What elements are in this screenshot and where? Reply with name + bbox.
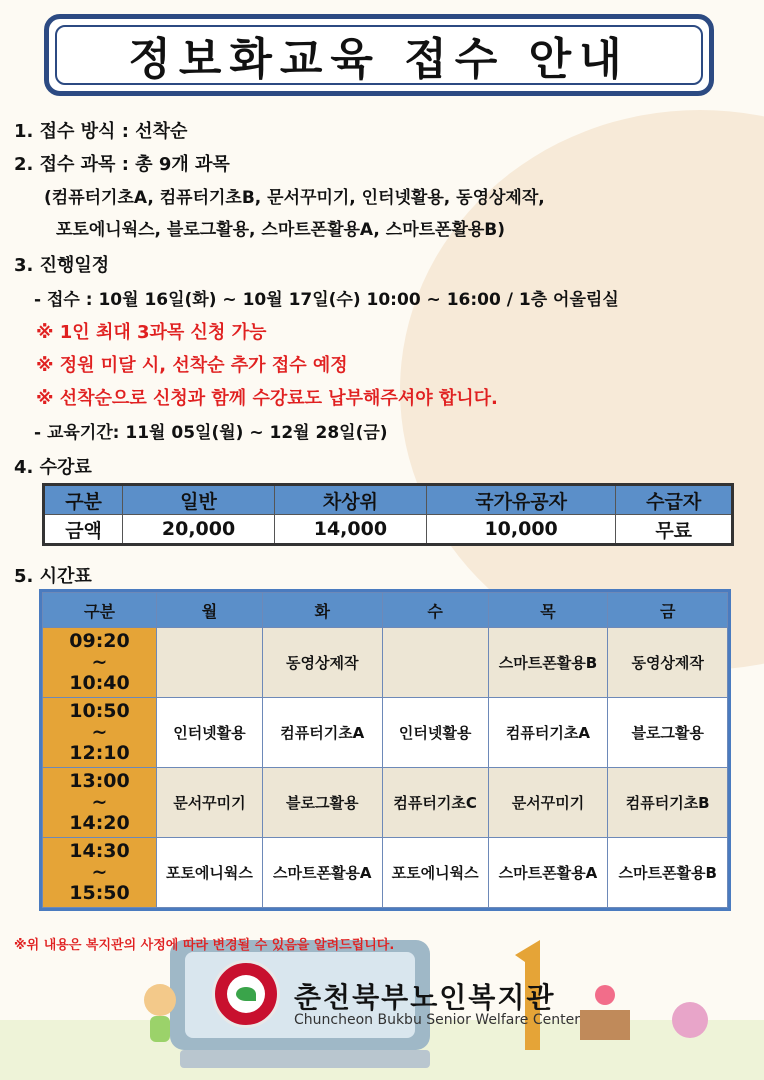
welfare-center-logo xyxy=(212,960,280,1028)
fee-header-cell: 차상위 xyxy=(274,485,426,515)
title-inner-frame xyxy=(55,25,703,85)
note-payment: ※ 선착순으로 신청과 함께 수강료도 납부해주셔야 합니다. xyxy=(36,388,498,409)
class-cell: 인터넷활용 xyxy=(157,698,263,768)
time-end: 14:20 xyxy=(69,812,130,834)
class-cell: 스마트폰활용B xyxy=(608,838,728,908)
note-max-courses: ※ 1인 최대 3과목 신청 가능 xyxy=(36,322,267,343)
timetable-header-cell: 수 xyxy=(382,593,488,628)
class-cell: 컴퓨터기초A xyxy=(488,698,608,768)
fee-value-cell: 10,000 xyxy=(426,515,616,545)
change-notice: ※위 내용은 복지관의 사정에 따라 변경될 수 있음을 알려드립니다. xyxy=(14,938,395,953)
timetable-row xyxy=(43,838,728,908)
time-slot-cell xyxy=(43,628,157,698)
child-figure-illustration xyxy=(144,984,176,1016)
section-4-fee: 4. 수강료 xyxy=(14,457,92,478)
class-cell: 스마트폰활용A xyxy=(488,838,608,908)
organization-english-name: Chuncheon Bukbu Senior Welfare Center xyxy=(294,1012,580,1028)
time-separator: ~ xyxy=(91,791,108,813)
section-1-method: 1. 접수 방식 : 선착순 xyxy=(14,121,188,142)
fee-label-cell: 금액 xyxy=(44,515,123,545)
child-body-illustration xyxy=(150,1016,170,1042)
class-cell: 컴퓨터기초A xyxy=(262,698,382,768)
section-2-subjects: 2. 접수 과목 : 총 9개 과목 xyxy=(14,154,230,175)
class-cell: 스마트폰활용B xyxy=(488,628,608,698)
timetable-row xyxy=(43,768,728,838)
class-cell xyxy=(157,628,263,698)
class-cell: 문서꾸미기 xyxy=(157,768,263,838)
class-cell: 동영상제작 xyxy=(262,628,382,698)
section-5-timetable: 5. 시간표 xyxy=(14,566,92,587)
time-end: 10:40 xyxy=(69,672,130,694)
registration-period: - 접수 : 10월 16일(화) ~ 10월 17일(수) 10:00 ~ 16:00 / 1층 어울림실 xyxy=(34,290,619,310)
fee-value-cell: 무료 xyxy=(616,515,733,545)
class-cell: 문서꾸미기 xyxy=(488,768,608,838)
fee-value-cell: 14,000 xyxy=(274,515,426,545)
fee-header-cell: 수급자 xyxy=(616,485,733,515)
keyboard-illustration xyxy=(180,1050,430,1068)
timetable-row xyxy=(43,698,728,768)
fee-header-cell: 국가유공자 xyxy=(426,485,616,515)
time-start: 10:50 xyxy=(69,700,130,722)
time-end: 15:50 xyxy=(69,882,130,904)
leaf-icon xyxy=(236,987,256,1001)
fee-header-cell: 일반 xyxy=(123,485,275,515)
timetable-header-cell: 금 xyxy=(608,593,728,628)
time-slot-cell xyxy=(43,768,157,838)
class-cell: 동영상제작 xyxy=(608,628,728,698)
balloon-illustration xyxy=(672,1002,708,1038)
timetable-header-cell: 화 xyxy=(262,593,382,628)
fee-value-cell: 20,000 xyxy=(123,515,275,545)
timetable-header-cell: 구분 xyxy=(43,593,157,628)
fee-table xyxy=(42,483,734,546)
time-end: 12:10 xyxy=(69,742,130,764)
fee-header-row xyxy=(44,485,733,515)
time-start: 14:30 xyxy=(69,840,130,862)
time-separator: ~ xyxy=(91,651,108,673)
timetable-header-row xyxy=(43,593,728,628)
time-start: 13:00 xyxy=(69,770,130,792)
flower-illustration xyxy=(595,985,615,1005)
class-cell: 블로그활용 xyxy=(608,698,728,768)
flower-pot-illustration xyxy=(580,1010,630,1040)
time-separator: ~ xyxy=(91,721,108,743)
time-start: 09:20 xyxy=(69,630,130,652)
timetable-header-cell: 월 xyxy=(157,593,263,628)
note-additional-registration: ※ 정원 미달 시, 선착순 추가 접수 예정 xyxy=(36,355,348,376)
fee-header-cell: 구분 xyxy=(44,485,123,515)
class-cell xyxy=(382,628,488,698)
timetable-row xyxy=(43,628,728,698)
time-separator: ~ xyxy=(91,861,108,883)
class-cell: 포토에니웍스 xyxy=(157,838,263,908)
organization-name: 춘천북부노인복지관 xyxy=(294,981,556,1014)
class-cell: 인터넷활용 xyxy=(382,698,488,768)
class-cell: 스마트폰활용A xyxy=(262,838,382,908)
fee-value-row xyxy=(44,515,733,545)
class-cell: 컴퓨터기초C xyxy=(382,768,488,838)
title-banner xyxy=(44,14,714,96)
timetable-header-cell: 목 xyxy=(488,593,608,628)
subjects-list-line2: 포토에니웍스, 블로그활용, 스마트폰활용A, 스마트폰활용B) xyxy=(56,220,506,240)
page-title: 정보화교육 접수 안내 xyxy=(128,34,630,85)
class-cell: 블로그활용 xyxy=(262,768,382,838)
time-slot-cell xyxy=(43,698,157,768)
logo-inner-circle xyxy=(227,975,265,1013)
class-cell: 포토에니웍스 xyxy=(382,838,488,908)
class-cell: 컴퓨터기초B xyxy=(608,768,728,838)
section-3-schedule: 3. 진행일정 xyxy=(14,255,110,276)
subjects-list-line1: (컴퓨터기초A, 컴퓨터기초B, 문서꾸미기, 인터넷활용, 동영상제작, xyxy=(44,188,545,208)
education-period: - 교육기간: 11월 05일(월) ~ 12월 28일(금) xyxy=(34,423,388,443)
time-slot-cell xyxy=(43,838,157,908)
timetable xyxy=(39,589,731,911)
